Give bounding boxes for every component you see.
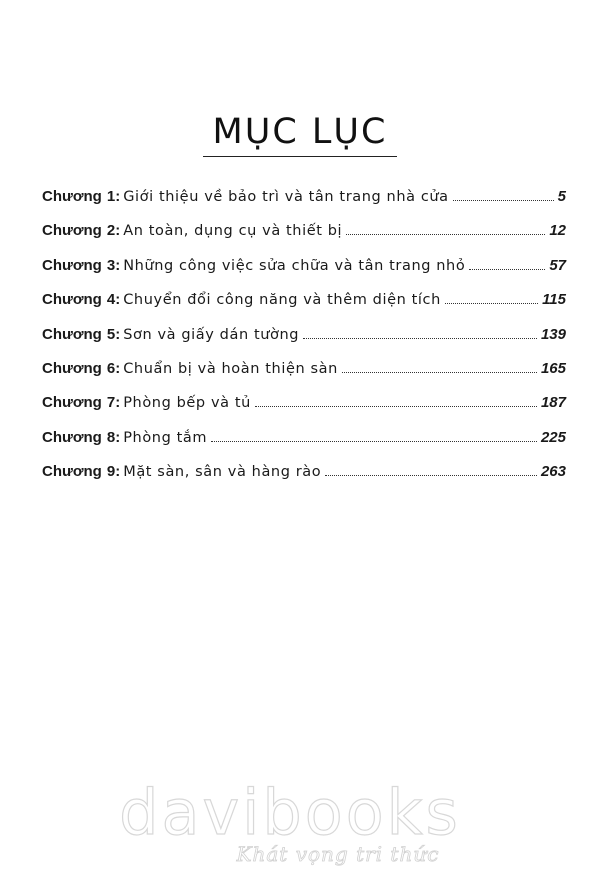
page-number: 165	[540, 359, 566, 377]
chapter-label: Chương 5	[42, 325, 116, 343]
chapter-label: Chương 7	[42, 394, 116, 412]
chapter-title: Chuẩn bị và hoàn thiện sàn	[123, 360, 338, 377]
page-number: 225	[540, 428, 566, 446]
toc-entry-8: Chương 8 : Phòng tắm 225	[42, 428, 566, 446]
chapter-title: Mặt sàn, sân và hàng rào	[123, 464, 322, 481]
toc-entry-6: Chương 6 : Chuẩn bị và hoàn thiện sàn 165	[42, 359, 566, 377]
watermark-brand: davibooks	[119, 776, 461, 849]
dot-leader	[211, 441, 537, 442]
toc-entry-3: Chương 3 : Những công việc sửa chữa và tân trang nhỏ 57	[42, 256, 566, 274]
table-of-contents	[42, 188, 566, 498]
page-number: 187	[540, 394, 566, 412]
page-title: MỤC LỤC	[203, 112, 398, 157]
chapter-label: Chương 4	[42, 291, 116, 309]
toc-entry-2: Chương 2 : An toàn, dụng cụ và thiết bị 12	[42, 222, 566, 240]
toc-entry-9: Chương 9 : Mặt sàn, sân và hàng rào 263	[42, 463, 566, 481]
chapter-label: Chương 2	[42, 222, 116, 240]
dot-leader	[445, 303, 538, 304]
page-number: 263	[540, 463, 566, 481]
page-number: 57	[549, 256, 566, 274]
toc-entry-7: Chương 7 : Phòng bếp và tủ 187	[42, 394, 566, 412]
page-number: 12	[549, 222, 566, 240]
dot-leader	[255, 406, 537, 407]
chapter-label: Chương 3	[42, 256, 116, 274]
toc-entry-1: Chương 1 : Giới thiệu về bảo trì và tân trang nhà cửa 5	[42, 188, 566, 205]
page-heading	[0, 112, 600, 157]
dot-leader	[469, 269, 545, 270]
dot-leader	[342, 372, 537, 373]
chapter-label: Chương 9	[42, 463, 116, 481]
watermark-slogan: Khát vọng tri thức	[236, 842, 440, 866]
chapter-title: An toàn, dụng cụ và thiết bị	[123, 223, 343, 240]
dot-leader	[346, 234, 545, 235]
toc-entry-4: Chương 4 : Chuyển đổi công năng và thêm diện tích 115	[42, 291, 566, 309]
page-number: 5	[557, 188, 566, 205]
chapter-label: Chương 6	[42, 359, 116, 377]
toc-entry-5: Chương 5 : Sơn và giấy dán tường 139	[42, 325, 566, 343]
chapter-label: Chương 8	[42, 428, 116, 446]
page-number: 139	[540, 325, 566, 343]
chapter-title: Phòng bếp và tủ	[123, 395, 251, 412]
dot-leader	[303, 338, 537, 339]
chapter-title: Chuyển đổi công năng và thêm diện tích	[123, 292, 441, 309]
chapter-title: Phòng tắm	[123, 429, 208, 446]
chapter-title: Những công việc sửa chữa và tân trang nhỏ	[123, 257, 466, 274]
dot-leader	[325, 475, 537, 476]
dot-leader	[453, 200, 554, 201]
chapter-title: Giới thiệu về bảo trì và tân trang nhà cửa	[123, 189, 449, 205]
page-number: 115	[542, 291, 566, 309]
chapter-title: Sơn và giấy dán tường	[123, 326, 300, 343]
chapter-label: Chương 1	[42, 188, 116, 205]
